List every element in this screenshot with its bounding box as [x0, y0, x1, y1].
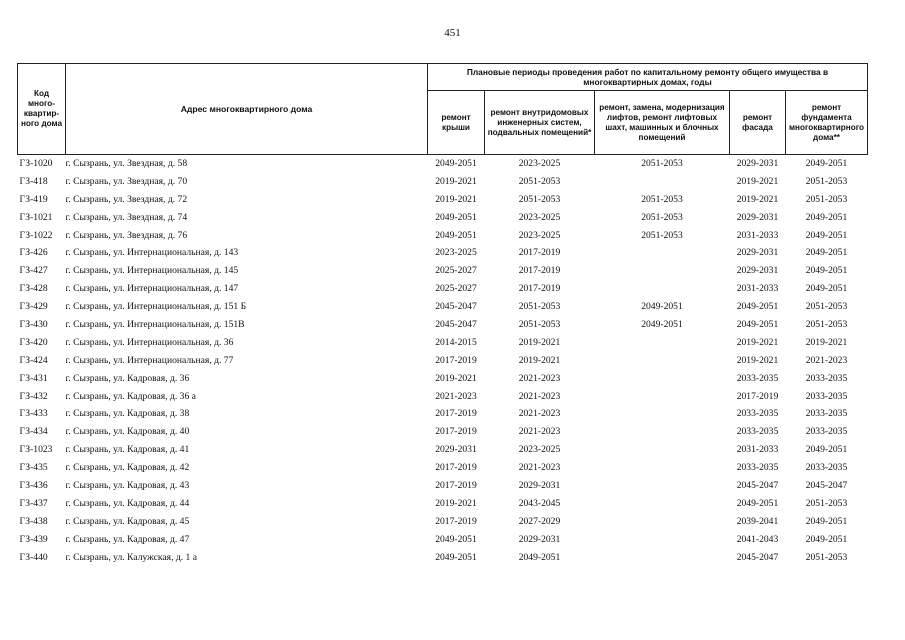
- address-cell: г. Сызрань, ул. Интернациональная, д. 151В: [65, 318, 245, 330]
- table-row: [18, 209, 868, 227]
- table-row: [18, 388, 868, 406]
- address-cell: г. Сызрань, ул. Интернациональная, д. 147: [65, 283, 239, 295]
- code-cell: ГЗ-1021: [19, 211, 53, 223]
- header-foundation: ремонт фундамента многоквартирного дома**: [786, 91, 868, 155]
- systems-cell: 2017-2019: [518, 283, 561, 295]
- facade-cell: 2049-2051: [736, 301, 779, 313]
- systems-cell: 2051-2053: [518, 175, 561, 187]
- header-systems: ремонт внутридомовых инженерных систем, подвальных помещений*: [485, 91, 595, 155]
- table-row: [18, 191, 868, 209]
- code-cell: ГЗ-435: [19, 462, 48, 474]
- lifts-cell: [595, 370, 730, 388]
- roof-cell: 2049-2051: [435, 157, 477, 169]
- header-address: Адрес многоквартирного дома: [66, 64, 428, 155]
- lifts-cell: 2051-2053: [641, 211, 683, 223]
- lifts-cell: 2051-2053: [641, 157, 683, 169]
- table-row: [18, 405, 868, 423]
- roof-cell: 2017-2019: [435, 462, 477, 474]
- facade-cell: 2033-2035: [736, 372, 779, 384]
- facade-cell: 2019-2021: [736, 175, 779, 187]
- table-row: [18, 155, 868, 173]
- code-cell: ГЗ-426: [19, 247, 48, 259]
- code-cell: ГЗ-434: [19, 426, 48, 438]
- code-cell: ГЗ-418: [19, 175, 48, 187]
- code-cell: ГЗ-420: [19, 336, 48, 348]
- roof-cell: 2014-2015: [435, 336, 477, 348]
- roof-cell: 2017-2019: [435, 354, 477, 366]
- facade-cell: 2019-2021: [736, 354, 779, 366]
- facade-cell: 2019-2021: [736, 193, 779, 205]
- roof-cell: 2025-2027: [435, 265, 477, 277]
- systems-cell: 2027-2029: [518, 515, 561, 527]
- table-row: [18, 262, 868, 280]
- address-cell: г. Сызрань, ул. Звездная, д. 72: [65, 193, 188, 205]
- lifts-cell: [595, 262, 730, 280]
- systems-cell: 2021-2023: [518, 408, 561, 420]
- systems-cell: 2043-2045: [518, 497, 561, 509]
- foundation-cell: 2049-2051: [805, 283, 848, 295]
- address-cell: г. Сызрань, ул. Кадровая, д. 44: [65, 497, 190, 509]
- table-row: [18, 334, 868, 352]
- lifts-cell: [595, 334, 730, 352]
- table-row: [18, 316, 868, 334]
- table-row: [18, 423, 868, 441]
- systems-cell: 2051-2053: [518, 301, 561, 313]
- systems-cell: 2051-2053: [518, 193, 561, 205]
- roof-cell: 2021-2023: [435, 390, 477, 402]
- header-lifts: ремонт, замена, модернизация лифтов, ремонт лифтовых шахт, машинных и блочных помещений: [595, 91, 730, 155]
- header-facade: ремонт фасада: [730, 91, 786, 155]
- lifts-cell: [595, 513, 730, 531]
- table-row: [18, 495, 868, 513]
- address-cell: г. Сызрань, ул. Кадровая, д. 36 а: [65, 390, 196, 402]
- roof-cell: 2049-2051: [435, 533, 477, 545]
- facade-cell: 2029-2031: [736, 211, 779, 223]
- code-cell: ГЗ-437: [19, 497, 48, 509]
- roof-cell: 2023-2025: [435, 247, 477, 259]
- systems-cell: 2021-2023: [518, 372, 561, 384]
- systems-cell: 2049-2051: [518, 551, 561, 563]
- facade-cell: 2039-2041: [736, 515, 779, 527]
- table-row: [18, 549, 868, 567]
- table-header: [18, 64, 868, 155]
- lifts-cell: [595, 388, 730, 406]
- foundation-cell: 2019-2021: [805, 336, 848, 348]
- lifts-cell: [595, 459, 730, 477]
- systems-cell: 2023-2025: [518, 211, 561, 223]
- foundation-cell: 2051-2053: [805, 497, 848, 509]
- roof-cell: 2025-2027: [435, 283, 477, 295]
- address-cell: г. Сызрань, ул. Звездная, д. 74: [65, 211, 188, 223]
- address-cell: г. Сызрань, ул. Кадровая, д. 41: [65, 444, 190, 456]
- lifts-cell: [595, 405, 730, 423]
- systems-cell: 2023-2025: [518, 157, 561, 169]
- roof-cell: 2049-2051: [435, 229, 477, 241]
- facade-cell: 2031-2033: [736, 229, 779, 241]
- roof-cell: 2017-2019: [435, 515, 477, 527]
- address-cell: г. Сызрань, ул. Кадровая, д. 36: [65, 372, 190, 384]
- table-body: [18, 155, 868, 567]
- lifts-cell: [595, 441, 730, 459]
- lifts-cell: [595, 549, 730, 567]
- systems-cell: 2019-2021: [518, 336, 561, 348]
- table-row: [18, 513, 868, 531]
- foundation-cell: 2033-2035: [805, 426, 848, 438]
- roof-cell: 2019-2021: [435, 497, 477, 509]
- lifts-cell: 2051-2053: [641, 193, 683, 205]
- roof-cell: 2029-2031: [435, 444, 477, 456]
- systems-cell: 2023-2025: [518, 229, 561, 241]
- foundation-cell: 2033-2035: [805, 462, 848, 474]
- foundation-cell: 2033-2035: [805, 408, 848, 420]
- table-row: [18, 459, 868, 477]
- table-row: [18, 173, 868, 191]
- foundation-cell: 2021-2023: [805, 354, 848, 366]
- address-cell: г. Сызрань, ул. Звездная, д. 58: [65, 157, 188, 169]
- lifts-cell: [595, 352, 730, 370]
- foundation-cell: 2051-2053: [805, 301, 848, 313]
- table-row: [18, 441, 868, 459]
- foundation-cell: 2049-2051: [805, 157, 848, 169]
- lifts-cell: [595, 173, 730, 191]
- facade-cell: 2031-2033: [736, 283, 779, 295]
- code-cell: ГЗ-1023: [19, 444, 53, 456]
- facade-cell: 2019-2021: [736, 336, 779, 348]
- facade-cell: 2041-2043: [736, 533, 779, 545]
- code-cell: ГЗ-439: [19, 533, 48, 545]
- address-cell: г. Сызрань, ул. Звездная, д. 70: [65, 175, 188, 187]
- foundation-cell: 2045-2047: [805, 479, 848, 491]
- address-cell: г. Сызрань, ул. Интернациональная, д. 143: [65, 247, 239, 259]
- facade-cell: 2033-2035: [736, 426, 779, 438]
- lifts-cell: [595, 477, 730, 495]
- lifts-cell: 2049-2051: [641, 301, 683, 313]
- code-cell: ГЗ-438: [19, 515, 48, 527]
- roof-cell: 2049-2051: [435, 551, 477, 563]
- code-cell: ГЗ-430: [19, 318, 48, 330]
- foundation-cell: 2049-2051: [805, 515, 848, 527]
- facade-cell: 2029-2031: [736, 265, 779, 277]
- systems-cell: 2023-2025: [518, 444, 561, 456]
- systems-cell: 2021-2023: [518, 462, 561, 474]
- lifts-cell: 2051-2053: [641, 229, 683, 241]
- table-row: [18, 227, 868, 245]
- roof-cell: 2045-2047: [435, 301, 477, 313]
- lifts-cell: [595, 531, 730, 549]
- foundation-cell: 2051-2053: [805, 318, 848, 330]
- code-cell: ГЗ-1022: [19, 229, 53, 241]
- facade-cell: 2029-2031: [736, 247, 779, 259]
- foundation-cell: 2051-2053: [805, 551, 848, 563]
- table-row: [18, 477, 868, 495]
- foundation-cell: 2049-2051: [805, 247, 848, 259]
- foundation-cell: 2049-2051: [805, 444, 848, 456]
- code-cell: ГЗ-432: [19, 390, 48, 402]
- systems-cell: 2029-2031: [518, 479, 561, 491]
- code-cell: ГЗ-431: [19, 372, 48, 384]
- facade-cell: 2049-2051: [736, 497, 779, 509]
- facade-cell: 2049-2051: [736, 318, 779, 330]
- table-row: [18, 352, 868, 370]
- roof-cell: 2019-2021: [435, 175, 477, 187]
- table-row: [18, 370, 868, 388]
- facade-cell: 2045-2047: [736, 479, 779, 491]
- foundation-cell: 2049-2051: [805, 265, 848, 277]
- facade-cell: 2017-2019: [736, 390, 779, 402]
- facade-cell: 2033-2035: [736, 462, 779, 474]
- systems-cell: 2029-2031: [518, 533, 561, 545]
- foundation-cell: 2051-2053: [805, 175, 848, 187]
- foundation-cell: 2049-2051: [805, 533, 848, 545]
- lifts-cell: [595, 244, 730, 262]
- foundation-cell: 2033-2035: [805, 372, 848, 384]
- facade-cell: 2029-2031: [736, 157, 779, 169]
- lifts-cell: [595, 423, 730, 441]
- roof-cell: 2019-2021: [435, 193, 477, 205]
- code-cell: ГЗ-427: [19, 265, 48, 277]
- systems-cell: 2017-2019: [518, 265, 561, 277]
- header-roof: ремонт крыши: [428, 91, 485, 155]
- systems-cell: 2019-2021: [518, 354, 561, 366]
- systems-cell: 2017-2019: [518, 247, 561, 259]
- code-cell: ГЗ-424: [19, 354, 48, 366]
- address-cell: г. Сызрань, ул. Звездная, д. 76: [65, 229, 188, 241]
- roof-cell: 2049-2051: [435, 211, 477, 223]
- address-cell: г. Сызрань, ул. Кадровая, д. 42: [65, 462, 190, 474]
- address-cell: г. Сызрань, ул. Интернациональная, д. 77: [65, 354, 234, 366]
- header-planned-periods: Плановые периоды проведения работ по капитальному ремонту общего имущества в многоквартирных домах, годы: [428, 64, 868, 91]
- address-cell: г. Сызрань, ул. Кадровая, д. 43: [65, 479, 190, 491]
- roof-cell: 2017-2019: [435, 408, 477, 420]
- facade-cell: 2045-2047: [736, 551, 779, 563]
- roof-cell: 2017-2019: [435, 426, 477, 438]
- code-cell: ГЗ-436: [19, 479, 48, 491]
- lifts-cell: [595, 495, 730, 513]
- address-cell: г. Сызрань, ул. Кадровая, д. 38: [65, 408, 190, 420]
- code-cell: ГЗ-428: [19, 283, 48, 295]
- header-code: Код много-квартир-ного дома: [18, 64, 66, 155]
- address-cell: г. Сызрань, ул. Калужская, д. 1 а: [65, 551, 198, 563]
- foundation-cell: 2051-2053: [805, 193, 848, 205]
- code-cell: ГЗ-429: [19, 301, 48, 313]
- address-cell: г. Сызрань, ул. Кадровая, д. 45: [65, 515, 190, 527]
- table-row: [18, 280, 868, 298]
- facade-cell: 2033-2035: [736, 408, 779, 420]
- foundation-cell: 2049-2051: [805, 229, 848, 241]
- table-row: [18, 298, 868, 316]
- systems-cell: 2051-2053: [518, 318, 561, 330]
- lifts-cell: 2049-2051: [641, 318, 683, 330]
- foundation-cell: 2049-2051: [805, 211, 848, 223]
- repair-schedule-table: [17, 63, 868, 566]
- code-cell: ГЗ-440: [19, 551, 48, 563]
- code-cell: ГЗ-419: [19, 193, 48, 205]
- page-number: 451: [444, 27, 461, 39]
- code-cell: ГЗ-433: [19, 408, 48, 420]
- roof-cell: 2017-2019: [435, 479, 477, 491]
- table-row: [18, 244, 868, 262]
- address-cell: г. Сызрань, ул. Интернациональная, д. 36: [65, 336, 234, 348]
- code-cell: ГЗ-1020: [19, 157, 53, 169]
- facade-cell: 2031-2033: [736, 444, 779, 456]
- roof-cell: 2045-2047: [435, 318, 477, 330]
- roof-cell: 2019-2021: [435, 372, 477, 384]
- foundation-cell: 2033-2035: [805, 390, 848, 402]
- lifts-cell: [595, 280, 730, 298]
- systems-cell: 2021-2023: [518, 390, 561, 402]
- systems-cell: 2021-2023: [518, 426, 561, 438]
- address-cell: г. Сызрань, ул. Интернациональная, д. 151 Б: [65, 301, 247, 313]
- address-cell: г. Сызрань, ул. Кадровая, д. 40: [65, 426, 190, 438]
- address-cell: г. Сызрань, ул. Кадровая, д. 47: [65, 533, 190, 545]
- address-cell: г. Сызрань, ул. Интернациональная, д. 145: [65, 265, 239, 277]
- table-row: [18, 531, 868, 549]
